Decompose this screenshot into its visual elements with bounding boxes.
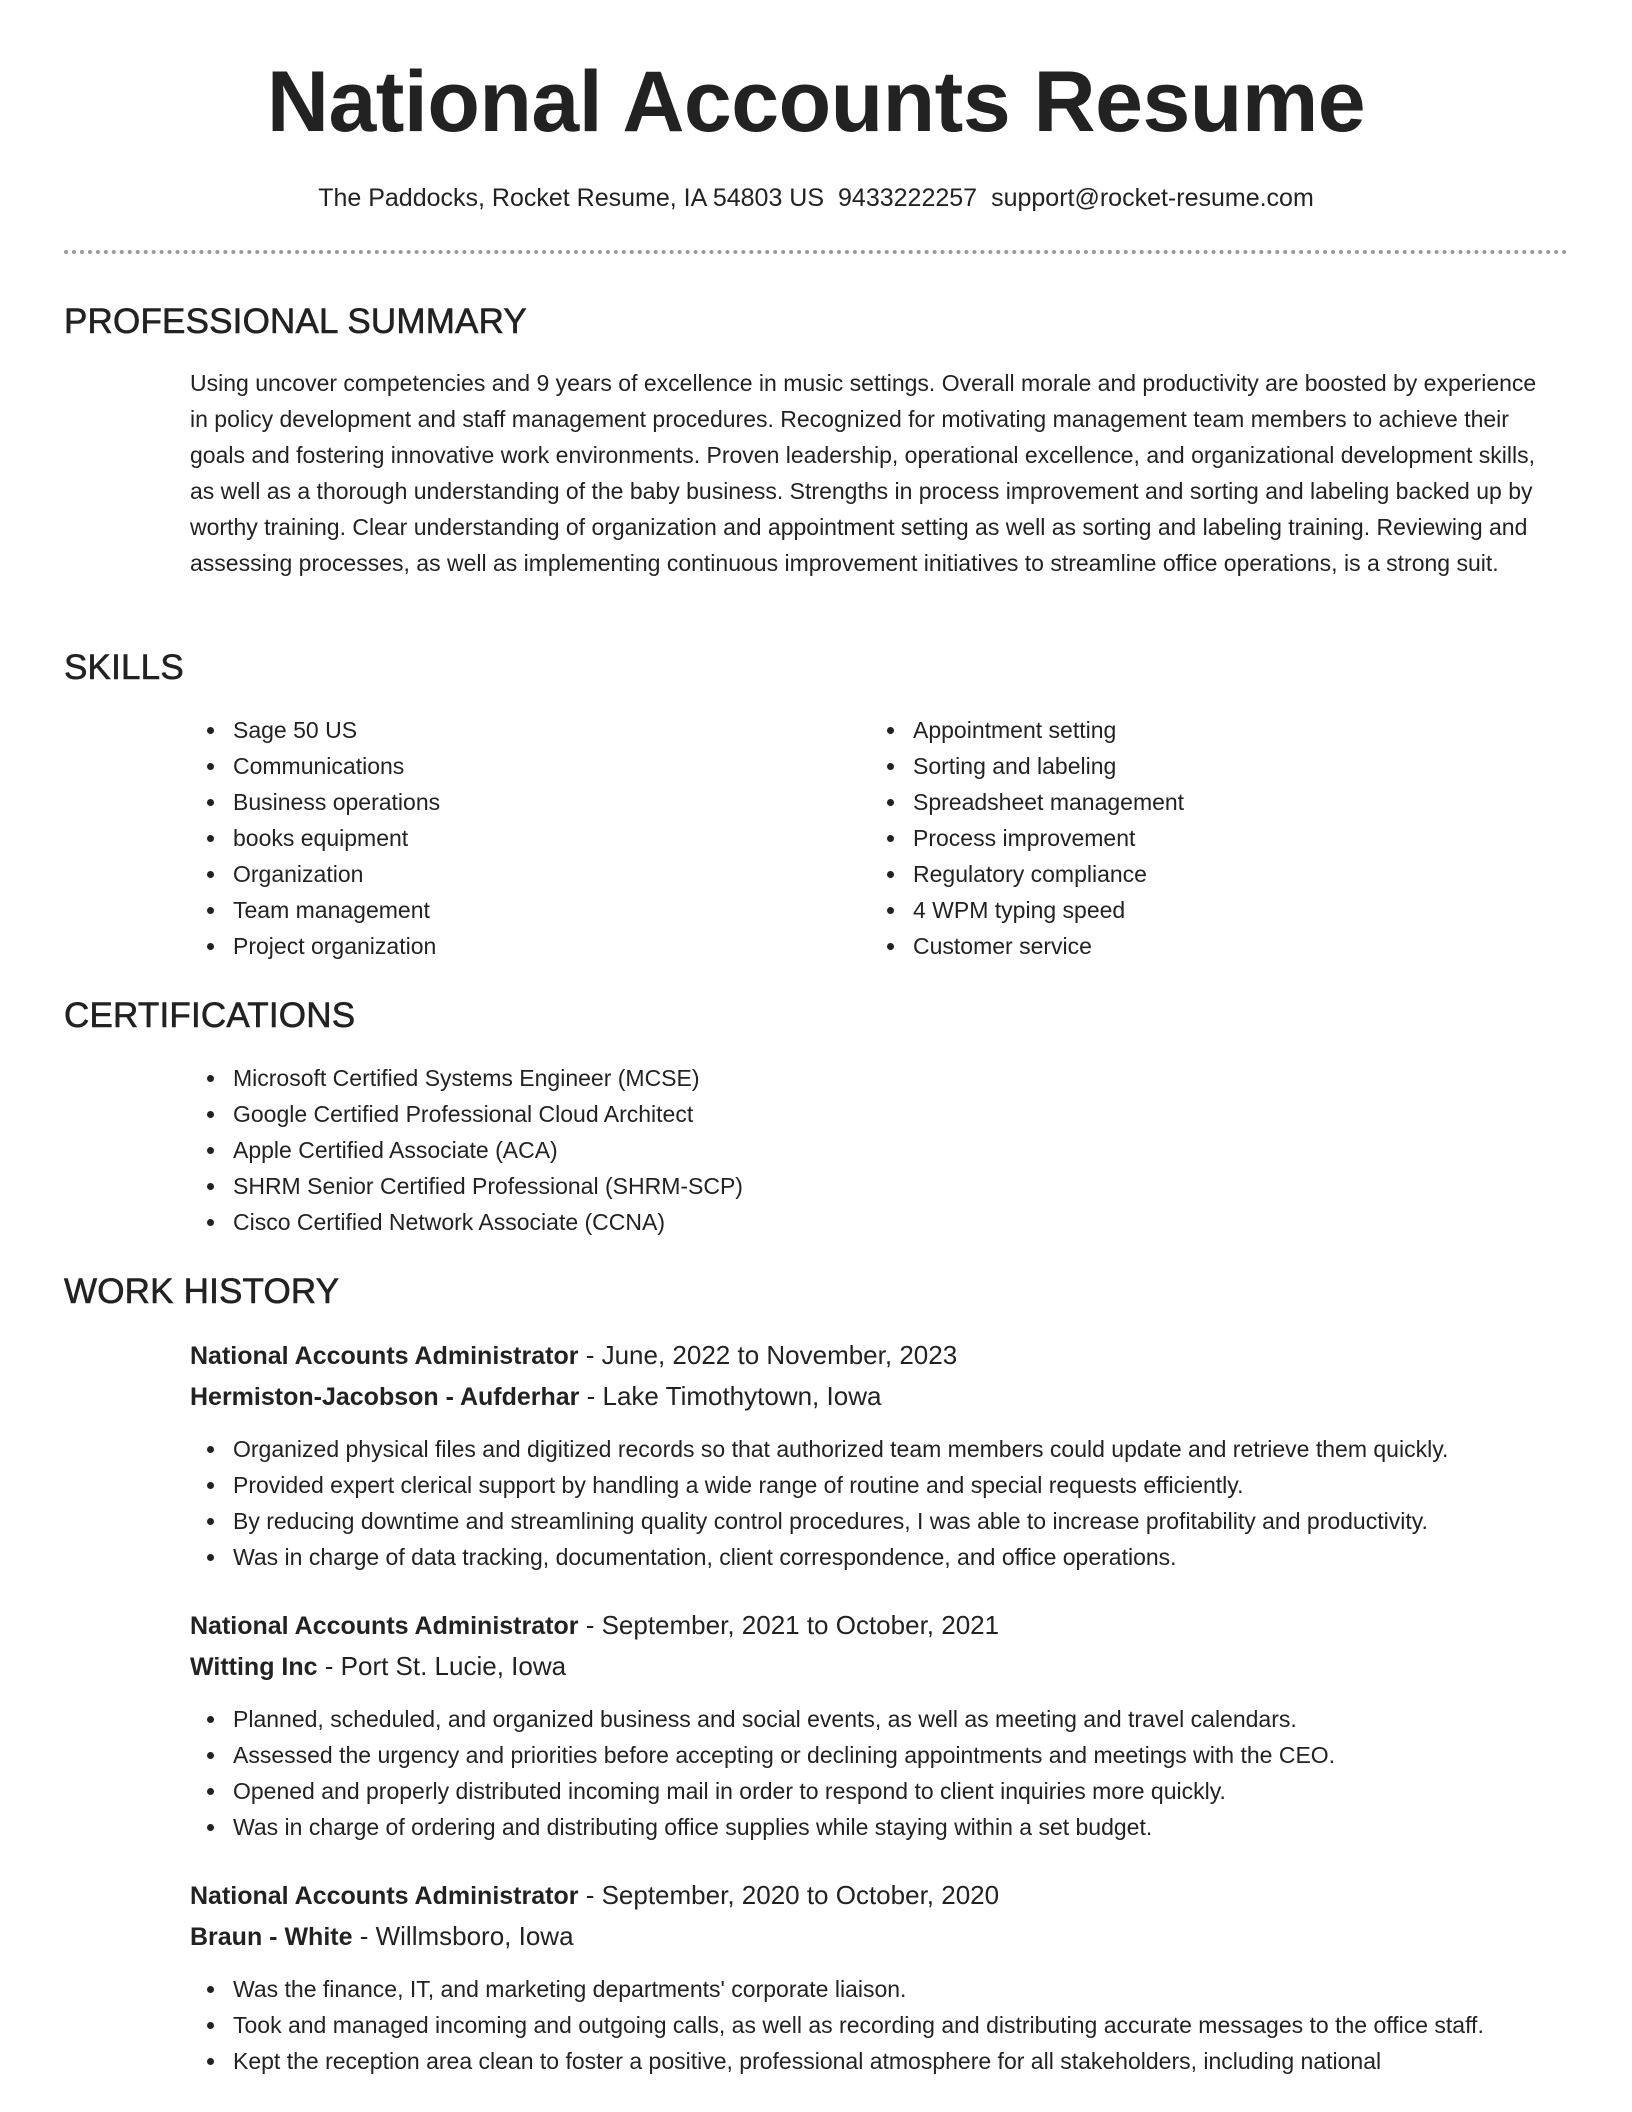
job-company: Hermiston-Jacobson - Aufderhar xyxy=(190,1383,580,1411)
skill-item: Spreadsheet management xyxy=(870,784,1510,820)
work-history-heading: WORK HISTORY xyxy=(64,1272,340,1311)
job-company: Witting Inc xyxy=(190,1653,318,1681)
job-dates: - September, 2020 to October, 2020 xyxy=(578,1880,1000,1910)
job-bullet: Opened and properly distributed incoming mail in order to respond to client inquiries more quickly. xyxy=(190,1773,1570,1809)
skills-list-left xyxy=(190,712,830,964)
job-title: National Accounts Administrator xyxy=(190,1342,579,1370)
job-dates: - September, 2021 to October, 2021 xyxy=(578,1610,1000,1640)
certifications-list xyxy=(190,1060,1560,1240)
job-bullet: Kept the reception area clean to foster a positive, professional atmosphere for all stakeholders, including national xyxy=(190,2043,1570,2079)
job-company: Braun - White xyxy=(190,1923,353,1951)
job-title: National Accounts Administrator xyxy=(190,1882,579,1910)
job-company-line xyxy=(190,1376,1570,1417)
skills-list-right xyxy=(870,712,1510,964)
skill-item: Team management xyxy=(190,892,830,928)
job-bullet: Was in charge of data tracking, documentation, client correspondence, and office operations. xyxy=(190,1539,1570,1575)
certification-item: SHRM Senior Certified Professional (SHRM-SCP) xyxy=(190,1168,1560,1204)
skill-item: 4 WPM typing speed xyxy=(870,892,1510,928)
contact-line xyxy=(0,180,1632,216)
job-bullet: Provided expert clerical support by handling a wide range of routine and special requests efficiently. xyxy=(190,1467,1570,1503)
job-dates: - June, 2022 to November, 2023 xyxy=(578,1340,958,1370)
job-entry xyxy=(190,1335,1570,1575)
job-company-line xyxy=(190,1916,1570,1957)
job-bullets xyxy=(190,1431,1570,1575)
job-bullet: Was in charge of ordering and distributing office supplies while staying within a set budget. xyxy=(190,1809,1570,1845)
skills-heading: SKILLS xyxy=(64,648,184,687)
job-title: National Accounts Administrator xyxy=(190,1612,579,1640)
job-company-line xyxy=(190,1646,1570,1687)
job-title-line xyxy=(190,1605,1570,1646)
summary-text: Using uncover competencies and 9 years of excellence in music settings. Overall morale and productivity are boosted by experience in policy development and staff management procedures. Recognized for motivating management team members to achieve their goals and fostering innovative work environments. Proven leadership, operational excellence, and organizational development skills, as well as a thorough understanding of the baby business. Strengths in process improvement and sorting and labeling backed up by worthy training. Clear understanding of organization and appointment setting as well as sorting and labeling training. Reviewing and assessing processes, as well as implementing continuous improvement initiatives to streamline office operations, is a strong suit. xyxy=(190,370,1537,576)
skill-item: Communications xyxy=(190,748,830,784)
job-location: - Lake Timothytown, Iowa xyxy=(579,1381,882,1411)
contact-email: support@rocket-resume.com xyxy=(991,184,1314,212)
job-bullet: Was the finance, IT, and marketing departments' corporate liaison. xyxy=(190,1971,1570,2007)
job-bullet: Organized physical files and digitized records so that authorized team members could update and retrieve them quickly. xyxy=(190,1431,1570,1467)
skill-item: Sage 50 US xyxy=(190,712,830,748)
job-bullet: Assessed the urgency and priorities before accepting or declining appointments and meetings with the CEO. xyxy=(190,1737,1570,1773)
contact-phone: 9433222257 xyxy=(838,184,978,212)
summary-heading: PROFESSIONAL SUMMARY xyxy=(64,302,527,341)
job-entry xyxy=(190,1605,1570,1845)
skill-item: Regulatory compliance xyxy=(870,856,1510,892)
certification-item: Microsoft Certified Systems Engineer (MCSE) xyxy=(190,1060,1560,1096)
job-title-line xyxy=(190,1335,1570,1376)
skill-item: books equipment xyxy=(190,820,830,856)
job-bullet: Took and managed incoming and outgoing calls, as well as recording and distributing accurate messages to the office staff. xyxy=(190,2007,1570,2043)
job-location: - Willmsboro, Iowa xyxy=(352,1921,574,1951)
job-bullets xyxy=(190,1701,1570,1845)
skill-item: Sorting and labeling xyxy=(870,748,1510,784)
skill-item: Business operations xyxy=(190,784,830,820)
job-bullets xyxy=(190,1971,1570,2079)
job-bullet: Planned, scheduled, and organized business and social events, as well as meeting and travel calendars. xyxy=(190,1701,1570,1737)
job-entry xyxy=(190,1875,1570,2079)
certification-item: Cisco Certified Network Associate (CCNA) xyxy=(190,1204,1560,1240)
job-title-line xyxy=(190,1875,1570,1916)
contact-address: The Paddocks, Rocket Resume, IA 54803 US xyxy=(318,184,825,212)
resume-title: National Accounts Resume xyxy=(266,54,1366,150)
skill-item: Process improvement xyxy=(870,820,1510,856)
certification-item: Apple Certified Associate (ACA) xyxy=(190,1132,1560,1168)
skill-item: Customer service xyxy=(870,928,1510,964)
job-bullet: By reducing downtime and streamlining quality control procedures, I was able to increase profitability and productivity. xyxy=(190,1503,1570,1539)
certification-item: Google Certified Professional Cloud Architect xyxy=(190,1096,1560,1132)
skill-item: Organization xyxy=(190,856,830,892)
skill-item: Appointment setting xyxy=(870,712,1510,748)
skill-item: Project organization xyxy=(190,928,830,964)
job-location: - Port St. Lucie, Iowa xyxy=(317,1651,567,1681)
header-divider xyxy=(64,250,1568,254)
certifications-heading: CERTIFICATIONS xyxy=(64,996,356,1035)
